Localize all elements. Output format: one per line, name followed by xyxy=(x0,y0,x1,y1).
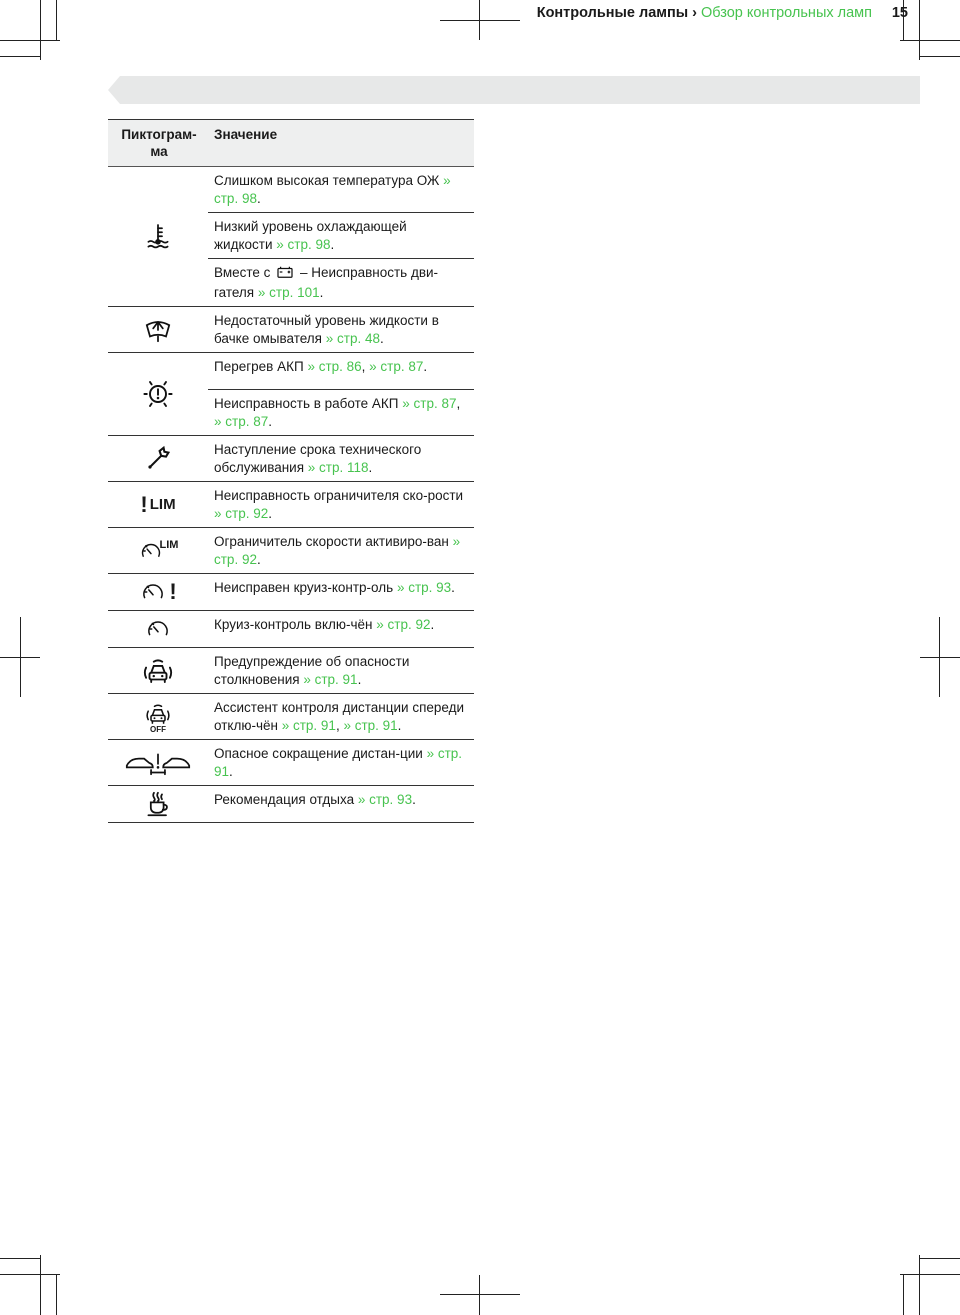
icon-label: OFF xyxy=(150,724,166,734)
breadcrumb-section: Контрольные лампы xyxy=(536,5,689,21)
meaning-entry xyxy=(208,611,474,647)
table-row xyxy=(108,648,474,694)
icon-cell xyxy=(108,353,208,435)
breadcrumb-subsection: Обзор контрольных ламп xyxy=(700,5,872,21)
table-row xyxy=(108,528,474,574)
meaning-cell xyxy=(208,482,474,527)
entry-text: Низкий уровень охлаждающей жидкости xyxy=(214,219,407,252)
icon-label: LIM xyxy=(159,538,179,551)
breadcrumb-separator: › xyxy=(692,5,697,21)
battery-glyph xyxy=(276,265,294,279)
page-reference-link[interactable]: » стр. 93 xyxy=(357,792,413,807)
meaning-cell xyxy=(208,648,474,693)
battery-icon xyxy=(276,265,294,284)
page-reference-link[interactable]: » стр. 86 xyxy=(307,359,362,374)
entry-end: . xyxy=(412,792,416,807)
meaning-entry: Ассистент контроля дистанции спереди отклю-чён » стр. 91, » стр. 91. xyxy=(214,700,465,733)
entry-end: . xyxy=(368,460,373,475)
entry-text: Предупреждение об опасности столкновения xyxy=(214,654,410,687)
wrench-icon-glyph xyxy=(142,443,174,475)
meaning-entry xyxy=(208,307,474,352)
meaning-entry xyxy=(208,648,474,693)
table-row xyxy=(108,694,474,740)
entry-prefix: Вместе с xyxy=(214,265,275,280)
exclamation-glyph: ! xyxy=(140,491,148,517)
icon-stack xyxy=(142,700,174,734)
rest-recommendation-icon-glyph xyxy=(142,788,174,820)
entry-end: . xyxy=(229,764,233,779)
warning-lamps-table xyxy=(108,119,474,823)
breadcrumb xyxy=(537,5,872,21)
icon-cell xyxy=(108,786,208,822)
meaning-entry xyxy=(208,574,474,610)
distance-warning-icon xyxy=(123,750,193,776)
coolant-temperature-icon-glyph xyxy=(142,221,174,253)
table-row xyxy=(108,436,474,482)
entry-text: Ассистент контроля дистанции спереди отклю-чён xyxy=(214,700,465,733)
icon-cell xyxy=(108,694,208,739)
entry-end: . xyxy=(357,672,362,687)
distance-glyph xyxy=(123,750,193,776)
entry-end: . xyxy=(268,414,272,429)
washer-fluid-icon-glyph xyxy=(142,314,174,346)
page-reference-link[interactable]: » стр. 98 xyxy=(214,173,451,206)
icon-cell xyxy=(108,307,208,352)
page-reference-link[interactable]: » стр. 87 xyxy=(402,396,457,411)
entry-end: . xyxy=(423,359,428,374)
page-reference-link[interactable]: » стр. 101 xyxy=(257,285,320,300)
speedometer-glyph xyxy=(139,578,167,606)
car-front-glyph xyxy=(142,700,174,728)
table-row xyxy=(108,786,474,823)
meaning-cell xyxy=(208,307,474,352)
icon-cell xyxy=(108,528,208,573)
entry-text: Рекомендация отдыха xyxy=(214,792,355,807)
entry-text: – Неисправность дви-гателя xyxy=(214,265,439,300)
meaning-cell xyxy=(208,353,474,435)
icon-cell xyxy=(108,574,208,610)
page-reference-link[interactable]: » стр. 91 xyxy=(281,718,336,733)
meaning-cell xyxy=(208,167,474,306)
icon-cell xyxy=(108,167,208,306)
entry-text: Неисправен круиз-контр-оль xyxy=(214,580,394,595)
entry-text: Опасное сокращение дистан-ции xyxy=(214,746,423,761)
meaning-entry xyxy=(208,482,474,527)
icon-cell xyxy=(108,436,208,481)
gearbox-fault-icon xyxy=(142,378,174,410)
entry-end: . xyxy=(451,580,455,595)
page-reference-link[interactable]: » стр. 48 xyxy=(325,331,380,346)
page-reference-link[interactable]: » стр. 98 xyxy=(276,237,331,252)
meaning-entry xyxy=(208,167,474,212)
entry-end: . xyxy=(256,552,261,567)
column-header-meaning: Значение xyxy=(214,127,278,142)
icon-cell xyxy=(108,648,208,693)
cruise-control-fault-icon xyxy=(139,578,176,606)
exclamation-glyph: ! xyxy=(169,579,177,604)
meaning-cell xyxy=(208,694,474,739)
meaning-cell xyxy=(208,611,474,647)
meaning-entry xyxy=(208,212,474,258)
wrench-icon xyxy=(142,443,174,475)
meaning-entry xyxy=(208,740,474,785)
entry-text: Наступление срока технического обслуживания xyxy=(214,442,422,475)
meaning-entry xyxy=(208,258,474,306)
entry-end: . xyxy=(430,617,435,632)
icon-cell xyxy=(108,482,208,527)
distance-assist-off-icon xyxy=(142,700,174,734)
page-reference-link[interactable]: » стр. 87 xyxy=(214,414,269,429)
table-header xyxy=(108,120,474,167)
column-header-icon: Пиктограм-ма xyxy=(121,127,197,159)
page-header xyxy=(108,76,920,104)
page-reference-link[interactable]: » стр. 92 xyxy=(376,617,431,632)
table-row xyxy=(108,167,474,307)
meaning-cell xyxy=(208,574,474,610)
page-reference-link[interactable]: » стр. 92 xyxy=(214,506,269,521)
entry-end: . xyxy=(379,331,384,346)
entry-end: . xyxy=(268,506,272,521)
speedometer-glyph xyxy=(144,615,172,643)
table-row xyxy=(108,482,474,528)
table-body xyxy=(108,167,474,823)
table-row xyxy=(108,611,474,648)
coolant-temperature-icon xyxy=(142,221,174,253)
table-row xyxy=(108,307,474,353)
page-reference-link[interactable]: » стр. 93 xyxy=(396,580,452,595)
meaning-cell xyxy=(208,740,474,785)
car-front-glyph xyxy=(141,654,175,688)
page-reference-link[interactable]: » стр. 91 xyxy=(303,672,358,687)
page-reference-link[interactable]: » стр. 91 xyxy=(343,718,398,733)
entry-text: Круиз-контроль вклю-чён xyxy=(214,617,373,632)
entry-text: Перегрев АКП xyxy=(214,359,304,374)
table-row xyxy=(108,740,474,786)
page-reference-link[interactable]: » стр. 92 xyxy=(214,534,461,567)
icon-label: LIM xyxy=(149,496,176,513)
entry-end: . xyxy=(397,718,402,733)
speed-limiter-fault-icon xyxy=(140,492,175,518)
entry-end: . xyxy=(319,285,324,300)
entry-text: Слишком высокая температура ОЖ xyxy=(214,173,440,188)
meaning-cell xyxy=(208,786,474,822)
meaning-cell xyxy=(208,528,474,573)
entry-text: Недостаточный уровень жидкости в бачке омывателя xyxy=(214,313,439,346)
entry-end: . xyxy=(330,237,335,252)
meaning-entry: Неисправность в работе АКП » стр. 87, » стр. 87. xyxy=(208,389,474,435)
speed-limiter-active-icon xyxy=(138,538,179,564)
page-reference-link[interactable]: » стр. 87 xyxy=(369,359,424,374)
entry-text: Неисправность в работе АКП xyxy=(214,396,399,411)
meaning-cell xyxy=(208,436,474,481)
icon-cell xyxy=(108,611,208,647)
meaning-entry xyxy=(208,786,474,822)
washer-fluid-icon xyxy=(142,314,174,346)
table-row xyxy=(108,353,474,436)
meaning-entry: Перегрев АКП » стр. 86, » стр. 87. xyxy=(214,359,428,374)
table-row xyxy=(108,574,474,611)
page-number: 15 xyxy=(891,5,908,21)
page-reference-link[interactable]: » стр. 91 xyxy=(214,746,463,779)
page-reference-link[interactable]: » стр. 118 xyxy=(307,460,369,475)
entry-text: Ограничитель скорости активиро-ван xyxy=(214,534,449,549)
gearbox-fault-icon-glyph xyxy=(142,378,174,410)
meaning-entry xyxy=(208,528,474,573)
cruise-control-on-icon xyxy=(144,615,172,643)
icon-cell xyxy=(108,740,208,785)
meaning-entry xyxy=(208,436,474,481)
rest-recommendation-icon xyxy=(142,788,174,820)
entry-end: . xyxy=(256,191,261,206)
entry-text: Неисправность ограничителя ско-рости xyxy=(214,488,464,503)
collision-warning-icon xyxy=(141,654,175,688)
